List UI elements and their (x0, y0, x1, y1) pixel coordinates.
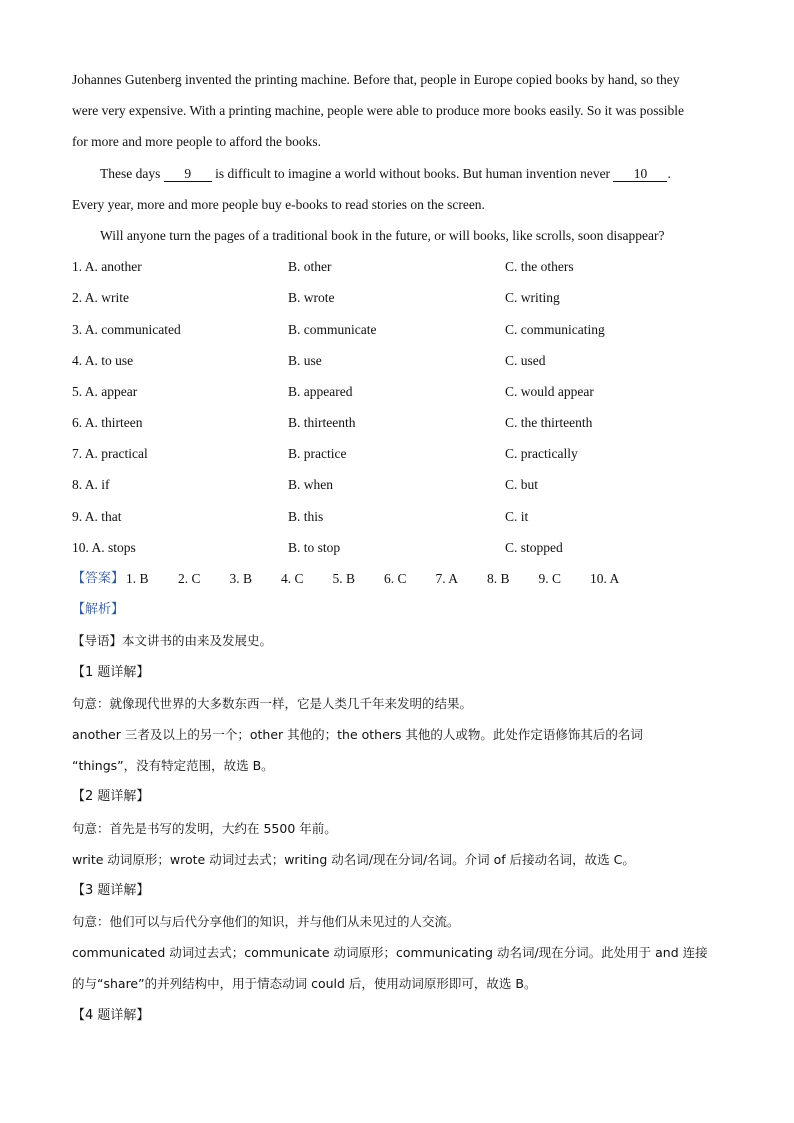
q4-heading: 【4 题详解】 (72, 1007, 150, 1023)
answer-item: 3. B (229, 571, 253, 586)
passage-text: . (667, 165, 671, 181)
option-c: C. writing (505, 290, 560, 306)
passage-line: Will anyone turn the pages of a traditional book in the future, or will books, like scrolls, soon disappear? (100, 227, 665, 243)
q1-explanation: “things”，没有特定范围，故选 B。 (72, 758, 274, 774)
option-a: 7. A. practical (72, 446, 148, 462)
option-c: C. would appear (505, 383, 594, 399)
passage-line: Every year, more and more people buy e-books to read stories on the screen. (72, 196, 485, 212)
option-row (72, 376, 722, 407)
option-b: B. this (288, 508, 324, 524)
passage-text: is difficult to imagine a world without books. But human invention never (211, 165, 614, 181)
option-row (72, 532, 722, 563)
option-b: B. thirteenth (288, 415, 356, 431)
option-row (72, 314, 722, 345)
q3-meaning: 句意：他们可以与后代分享他们的知识，并与他们从未见过的人交流。 (72, 914, 460, 930)
option-c: C. practically (505, 446, 578, 462)
option-row (72, 501, 722, 532)
option-c: C. it (505, 508, 529, 524)
option-b: B. practice (288, 446, 347, 462)
option-c: C. communicating (505, 321, 605, 337)
analysis-label (72, 594, 722, 625)
option-b: B. communicate (288, 321, 377, 337)
option-a: 6. A. thirteen (72, 415, 143, 431)
answer-item: 5. B (332, 571, 356, 586)
option-a: 3. A. communicated (72, 321, 181, 337)
option-a: 10. A. stops (72, 539, 136, 555)
option-row (72, 282, 722, 313)
option-b: B. when (288, 477, 333, 493)
q2-heading: 【2 题详解】 (72, 789, 150, 805)
q1-meaning: 句意：就像现代世界的大多数东西一样，它是人类几千年来发明的结果。 (72, 695, 473, 711)
blank-10: 10 (613, 167, 667, 182)
option-b: B. use (288, 352, 322, 368)
answer-item: 7. A (435, 571, 459, 586)
option-a: 5. A. appear (72, 383, 138, 399)
answer-item: 2. C (178, 571, 201, 586)
answer-item: 4. C (281, 571, 304, 586)
q3-heading: 【3 题详解】 (72, 882, 150, 898)
blank-9: 9 (164, 167, 212, 182)
passage-line: Johannes Gutenberg invented the printing machine. Before that, people in Europe copied books by hand, so they (72, 72, 680, 87)
document-page (72, 64, 722, 1031)
passage-line-with-blanks (72, 158, 722, 189)
answer-label: 【答案】 (72, 571, 125, 586)
option-a: 1. A. another (72, 259, 142, 275)
option-row (72, 251, 722, 282)
q3-explanation: communicated 动词过去式；communicate 动词原形；communicating 动名词/现在分词。此处用于 and 连接 (72, 945, 708, 961)
option-a: 2. A. write (72, 290, 129, 306)
answer-item: 1. B (126, 571, 149, 586)
answer-item: 6. C (384, 571, 407, 586)
option-c: C. stopped (505, 539, 563, 555)
q2-meaning: 句意：首先是书写的发明，大约在 5500 年前。 (72, 820, 337, 836)
passage-line: were very expensive. With a printing machine, people were able to produce more books easily. So it was possible (72, 103, 685, 119)
q1-heading: 【1 题详解】 (72, 664, 150, 680)
answer-item: 9. C (538, 571, 562, 586)
analysis-intro: 【导语】本文讲书的由来及发展史。 (72, 633, 273, 649)
option-c: C. the thirteenth (505, 415, 593, 431)
q1-explanation: another 三者及以上的另一个；other 其他的；the others 其他的人或物。此处作定语修饰其后的名词 (72, 726, 643, 742)
option-b: B. wrote (288, 290, 335, 306)
answer-item: 10. A (590, 571, 620, 586)
option-a: 9. A. that (72, 508, 122, 524)
option-c: C. the others (505, 259, 574, 275)
answer-item: 8. B (487, 571, 510, 586)
option-row (72, 345, 722, 376)
q3-explanation: 的与“share”的并列结构中，用于情态动词 could 后，使用动词原形即可，故选 B。 (72, 976, 537, 992)
option-c: C. but (505, 477, 539, 493)
option-row (72, 469, 722, 500)
options-list (72, 251, 722, 563)
option-a: 4. A. to use (72, 352, 134, 368)
passage-text: These days (100, 165, 164, 181)
option-c: C. used (505, 352, 546, 368)
option-row (72, 438, 722, 469)
answer-row (72, 563, 722, 594)
analysis-label-text: 【解析】 (72, 602, 125, 618)
q2-explanation: write 动词原形；wrote 动词过去式；writing 动名词/现在分词/名词。介词 of 后接动名词，故选 C。 (72, 851, 635, 867)
passage-line: for more and more people to afford the books. (72, 134, 322, 150)
option-b: B. appeared (288, 383, 353, 399)
option-b: B. other (288, 259, 332, 275)
option-a: 8. A. if (72, 477, 110, 493)
option-row (72, 407, 722, 438)
option-b: B. to stop (288, 539, 341, 555)
